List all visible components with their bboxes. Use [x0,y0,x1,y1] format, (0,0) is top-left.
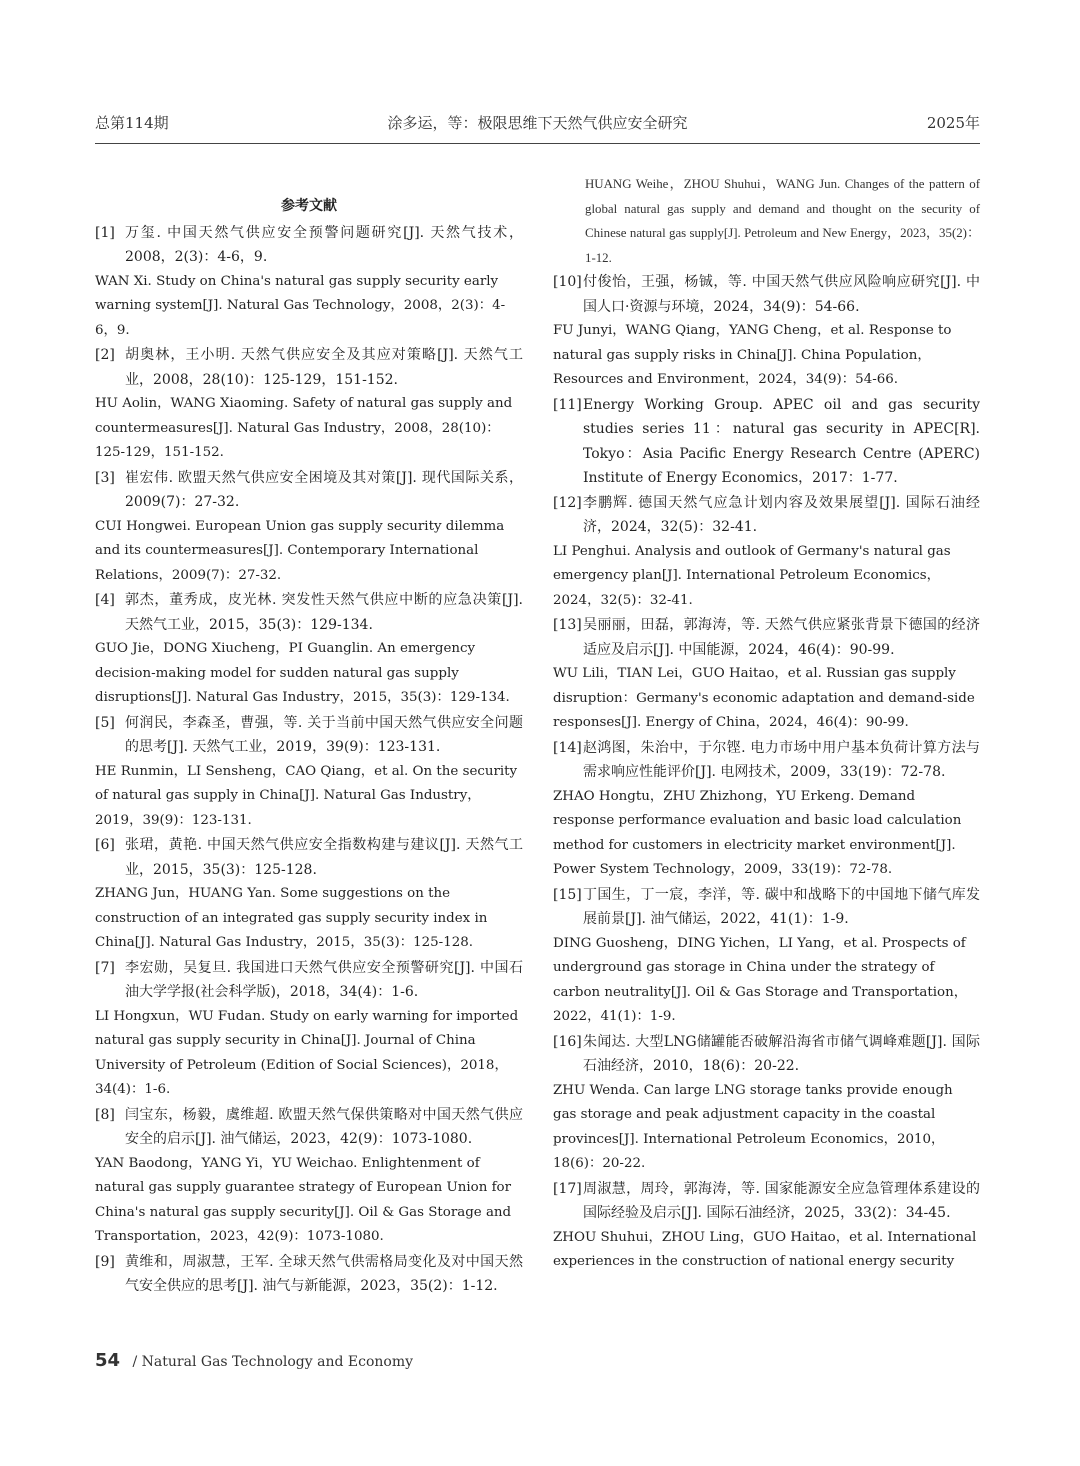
reference-number: [14] [553,739,582,756]
reference-translation: YAN Baodong，YANG Yi，YU Weichao. Enlightenment of natural gas supply guarantee strategy of European Union for China's natural gas supply security[J]. Oil & Gas Storage and Transportation，2023，42(9)：1073-1080. [95,1155,512,1244]
year: 2025年 [926,114,980,132]
reference-text: 付俊怡，王强，杨铖，等. 中国天然气供应风险响应研究[J]. 中国人口·资源与环境，2024，34(9)：54-66. [583,274,980,315]
reference-text: 胡奥林，王小明. 天然气供应安全及其应对策略[J]. 天然气工业，2008，28(10)：125-129，151-152. [125,347,523,388]
reference-text: Energy Working Group. APEC oil and gas security studies series 11：natural gas security in APEC[R]. Tokyo：Asia Pacific Energy Research Centre (APERC) Institute of Energy Economics，2017：1-77. [583,396,980,486]
reference-item [553,883,980,1030]
reference-translation: DING Guosheng，DING Yichen，LI Yang，et al. Prospects of underground gas storage in China under the strategy of carbon neutrality[J]. Oil & Gas Storage and Transportation，2022，41(1)：1-9. [553,935,968,1024]
reference-text: 张珺，黄艳. 中国天然气供应安全指数构建与建议[J]. 天然气工业，2015，35(3)：125-128. [125,837,523,878]
reference-text: 李宏勋，吴复旦. 我国进口天然气供应安全预警研究[J]. 中国石油大学学报(社会科学版)，2018，34(4)：1-6. [125,959,523,1000]
reference-item [553,1177,980,1275]
reference-text: 崔宏伟. 欧盟天然气供应安全困境及其对策[J]. 现代国际关系，2009(7)：27-32. [125,469,523,510]
reference-number: [7] [95,959,115,976]
journal-name: / Natural Gas Technology and Economy [132,1354,414,1370]
reference-item [95,1250,523,1299]
reference-text: 吴丽丽，田磊，郭海涛，等. 天然气供应紧张背景下德国的经济适应及启示[J]. 中国能源，2024，46(4)：90-99. [583,617,980,658]
reference-translation: FU Junyi，WANG Qiang，YANG Cheng，et al. Response to natural gas supply risks in China[J]. China Population，Resources and Environment，2024，34(9)：54-66. [553,323,952,387]
reference-item [553,491,980,614]
reference-translation: WAN Xi. Study on China's natural gas supply security early warning system[J]. Natural Gas Technology，2008，2(3)：4-6，9. [95,273,506,338]
reference-item [95,466,523,589]
reference-translation: ZHU Wenda. Can large LNG storage tanks provide enough gas storage and peak adjustment capacity in the coastal provinces[J]. International Petroleum Economics，2010，18(6)：20-22. [553,1082,953,1171]
references-heading: 参考文献 [281,198,337,214]
reference-translation: ZHANG Jun，HUANG Yan. Some suggestions on the construction of an integrated gas supply security index in China[J]. Natural Gas Industry，2015，35(3)：125-128. [95,886,488,950]
reference-translation: ZHOU Shuhui，ZHOU Ling，GUO Haitao，et al. International experiences in the construction of national energy security [553,1229,977,1269]
page-number: 54 [95,1350,121,1371]
right-reference-list [553,270,980,1275]
left-reference-list [95,221,523,1299]
reference-item [95,711,523,834]
reference-text: 万玺. 中国天然气供应安全预警问题研究[J]. 天然气技术，2008，2(3)：4-6，9. [125,224,523,265]
reference-number: [1] [95,224,115,241]
reference-item [553,393,980,491]
reference-item [553,736,980,883]
issue-number: 总第114期 [95,114,169,132]
reference-translation: LI Hongxun，WU Fudan. Study on early warning for imported natural gas supply security in China[J]. Journal of China University of Petroleum (Edition of Social Sciences)，2018，34(4)：1-6. [95,1008,519,1097]
reference-translation: WU Lili，TIAN Lei，GUO Haitao，et al. Russian gas supply disruption：Germany's economic adaptation and demand-side responses[J]. Energy of China，2024，46(4)：90-99. [553,666,975,730]
reference-item [553,613,980,736]
reference-number: [10] [553,274,582,290]
reference-translation: CUI Hongwei. European Union gas supply security dilemma and its countermeasures[J]. Contemporary International Relations，2009(7)：27-32. [95,518,505,583]
page-footer [95,1350,413,1378]
running-title: 涂多运，等：极限思维下天然气供应安全研究 [387,114,688,132]
reference-translation: HU Aolin，WANG Xiaoming. Safety of natural gas supply and countermeasures[J]. Natural Gas Industry，2008，28(10)：125-129，151-152. [95,396,513,460]
reference-translation: GUO Jie，DONG Xiucheng，PI Guanglin. An emergency decision-making model for sudden natural gas supply disruptions[J]. Natural Gas Industry，2015，35(3)：129-134. [95,641,510,705]
reference-text: 闫宝东，杨毅，虞维超. 欧盟天然气保供策略对中国天然气供应安全的启示[J]. 油气储运，2023，42(9)：1073-1080. [125,1106,523,1147]
reference-number: [6] [95,837,115,853]
reference-number: [9] [95,1253,115,1270]
reference-item [553,270,980,393]
reference-number: [11] [553,396,582,413]
reference-item [95,588,523,711]
reference-item [95,833,523,956]
left-column [95,172,523,1299]
reference-number: [2] [95,347,115,363]
reference-number: [15] [553,886,582,903]
reference-item [95,221,523,344]
reference-item [95,956,523,1103]
reference-text: 朱闻达. 大型LNG储罐能否破解沿海省市储气调峰难题[J]. 国际石油经济，2010，18(6)：20-22. [583,1033,980,1074]
reference-translation: ZHAO Hongtu，ZHU Zhizhong，YU Erkeng. Demand response performance evaluation and basic load calculation method for customers in electricity market environment[J]. Power System Technology，2009，33(19)：72-78. [553,788,962,877]
reference-text: 李鹏辉. 德国天然气应急计划内容及效果展望[J]. 国际石油经济，2024，32(5)：32-41. [583,494,980,535]
right-column [553,172,980,1275]
reference-number: [8] [95,1106,115,1123]
reference-item [553,1030,980,1177]
reference-number: [12] [553,494,582,511]
reference-number: [3] [95,469,115,486]
header-rule [95,143,980,144]
reference-item [95,1103,523,1250]
reference-text: 丁国生，丁一宸，李洋，等. 碳中和战略下的中国地下储气库发展前景[J]. 油气储运，2022，41(1)：1-9. [583,886,980,927]
reference-translation: HE Runmin，LI Sensheng，CAO Qiang，et al. On the security of natural gas supply in China[J]. Natural Gas Industry，2019，39(9)：123-131. [95,763,518,828]
reference-continuation: HUANG Weihe，ZHOU Shuhui，WANG Jun. Changes of the pattern of global natural gas supply and demand and thought on the security of Chinese natural gas supply[J]. Petroleum and New Energy，2023，35(2)：1-12. [585,177,980,265]
reference-number: [17] [553,1180,582,1197]
reference-text: 周淑慧，周玲，郭海涛，等. 国家能源安全应急管理体系建设的国际经验及启示[J]. 国际石油经济，2025，33(2)：34-45. [583,1180,980,1221]
reference-text: 赵鸿图，朱治中，于尔铿. 电力市场中用户基本负荷计算方法与需求响应性能评价[J]. 电网技术，2009，33(19)：72-78. [583,739,980,780]
running-header [95,112,980,142]
reference-item [95,343,523,466]
reference-number: [4] [95,592,115,608]
reference-number: [16] [553,1033,582,1050]
reference-translation: LI Penghui. Analysis and outlook of Germany's natural gas emergency plan[J]. International Petroleum Economics，2024，32(5)：32-41. [553,543,951,608]
reference-text: 黄维和，周淑慧，王军. 全球天然气供需格局变化及对中国天然气安全供应的思考[J]. 油气与新能源，2023，35(2)：1-12. [125,1253,523,1294]
reference-text: 何润民，李森圣，曹强，等. 关于当前中国天然气供应安全问题的思考[J]. 天然气工业，2019，39(9)：123-131. [125,714,523,755]
reference-number: [5] [95,714,115,731]
reference-text: 郭杰，董秀成，皮光林. 突发性天然气供应中断的应急决策[J]. 天然气工业，2015，35(3)：129-134. [125,592,523,633]
reference-number: [13] [553,617,582,633]
